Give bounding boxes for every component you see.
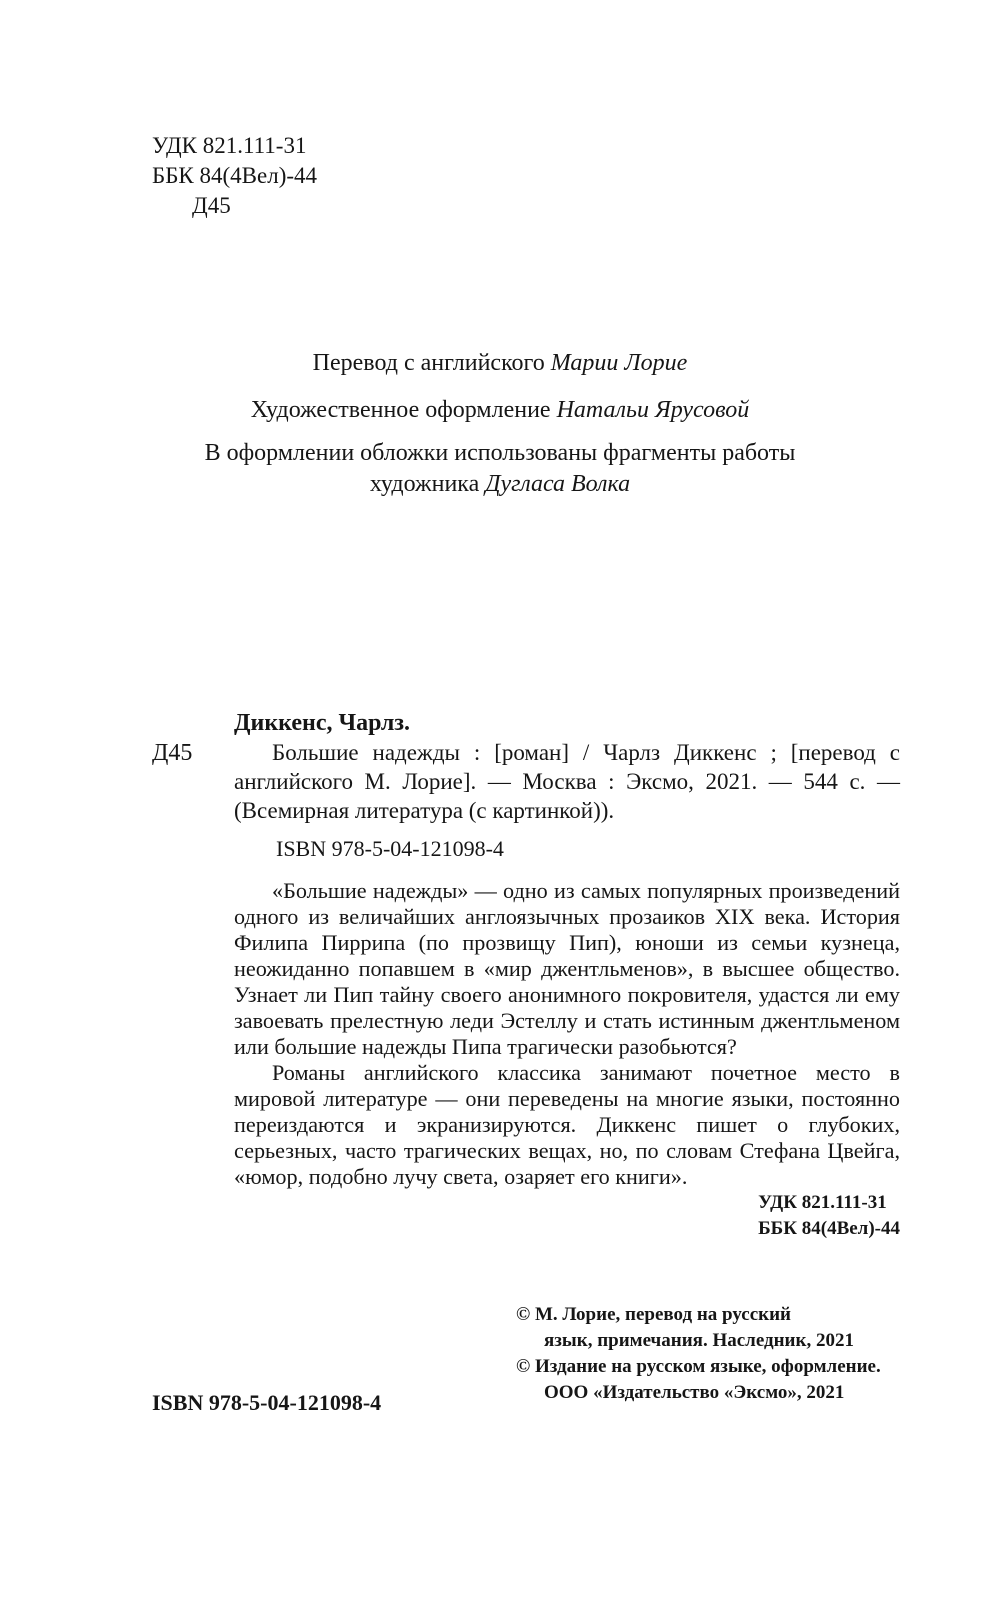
designer-name: Натальи Ярусовой bbox=[556, 397, 750, 423]
bibliographic-text: Большие надежды : [роман] / Чарлз Диккенс ; [перевод с английского М. Лорие]. — Москва : Эксмо, 2021. — 544 с. — (Всемирная литература (с картинкой)). bbox=[234, 740, 900, 823]
cover-artist-name: Дугласа Волка bbox=[485, 471, 631, 497]
record-author-mark: Д45 bbox=[152, 740, 193, 766]
classification-codes bbox=[152, 131, 317, 221]
cover-credit-line1: В оформлении обложки использованы фрагменты работы bbox=[204, 440, 796, 466]
design-prefix: Художественное оформление bbox=[250, 397, 557, 423]
udk-code: УДК 821.111-31 bbox=[152, 133, 307, 158]
annotation bbox=[234, 878, 900, 1190]
annotation-paragraph-1: «Большие надежды» — одно из самых популярных произведений одного из величайших англоязычных прозаиков XIX века. История Филипа Пиррипа (по прозвищу Пип), юноши из семьи кузнеца, неожиданно попавшем в «мир джентльменов», в высшее общество. Узнает ли Пип тайну своего анонимного покровителя, удастся ли ему завоевать прелестную леди Эстеллу и стать истинным джентльменом или большие надежды Пипа трагически разобьются? bbox=[234, 878, 900, 1059]
cover-credit bbox=[0, 438, 1000, 500]
footer-udk: УДК 821.111-31 bbox=[758, 1192, 887, 1213]
record-author: Диккенс, Чарлз. bbox=[234, 710, 411, 736]
footer-bbk: ББК 84(4Вел)-44 bbox=[758, 1218, 900, 1239]
record-isbn: ISBN 978-5-04-121098-4 bbox=[276, 836, 504, 861]
copyright-block bbox=[516, 1302, 881, 1406]
copyright-translation-line2: язык, примечания. Наследник, 2021 bbox=[544, 1330, 854, 1351]
footer-isbn: ISBN 978-5-04-121098-4 bbox=[152, 1390, 382, 1415]
copyright-edition-line2: ООО «Издательство «Эксмо», 2021 bbox=[544, 1382, 845, 1403]
design-credit bbox=[0, 395, 1000, 426]
translation-credit bbox=[0, 348, 1000, 379]
translation-prefix: Перевод с английского bbox=[312, 350, 551, 376]
author-mark: Д45 bbox=[192, 193, 231, 218]
annotation-paragraph-2: Романы английского классика занимают почетное место в мировой литературе — они переведены на многие языки, постоянно переиздаются и экранизируются. Диккенс пишет о глубоких, серьезных, часто трагических вещах, но, по словам Стефана Цвейга, «юмор, подобно лучу света, озаряет его книги». bbox=[234, 1060, 900, 1189]
cover-credit-line2 bbox=[0, 469, 1000, 500]
copyright-translation-line1: © М. Лорие, перевод на русский bbox=[516, 1304, 791, 1325]
bbk-code: ББК 84(4Вел)-44 bbox=[152, 163, 318, 188]
translator-name: Марии Лорие bbox=[550, 350, 688, 376]
cover-credit-prefix: художника bbox=[369, 471, 486, 497]
bibliographic-description bbox=[234, 738, 900, 825]
annotation-codes bbox=[758, 1190, 900, 1242]
copyright-edition-line1: © Издание на русском языке, оформление. bbox=[516, 1356, 881, 1377]
